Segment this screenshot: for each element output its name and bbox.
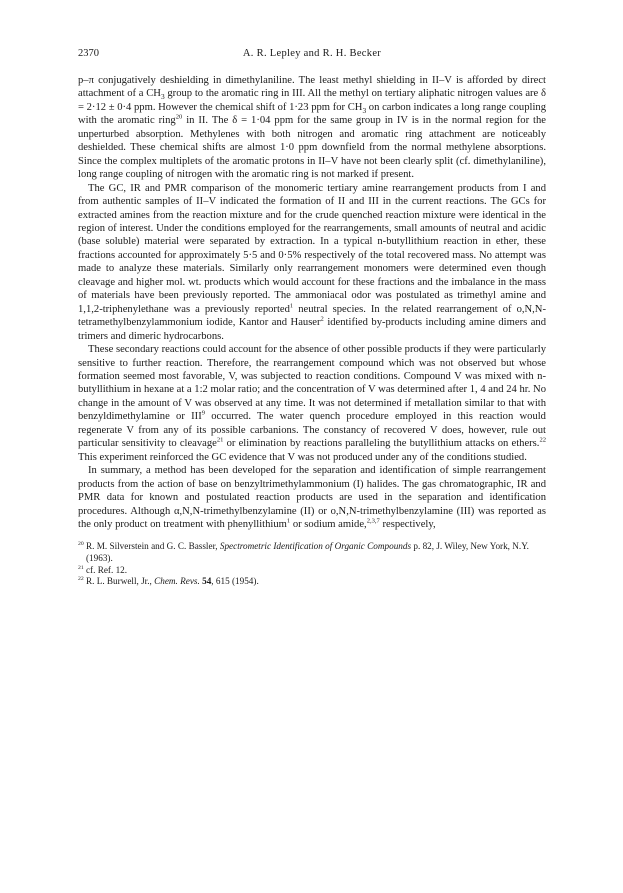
paragraph-3: These secondary reactions could account for the absence of other possible products if they were particularly sensitive to further reaction. Therefore, the rearrangement compound which was not observed but whose formation seemed most favorable, V, was subjected to reaction conditions. Compound V was mixed with n-butyllithium in hexane at a 1:2 molar ratio; and the concentration of V was determined after 1, 4 and 24 hr. No change in the amount of V was observed at any time. It was not determined if metallation similar to that with benzyldimethylamine or III$^9$ occurred. The water quench procedure employed in this reaction would regenerate V from any of its possible carbanions. The constancy of recovered V does, however, rule out particular sensitivity to cleavage$^{21}$ or elimination by reactions paralleling the butyllithium attacks on ethers.$^{22}$ This experiment reinforced the GC evidence that V was not produced under any of the conditions studied. bbox=[78, 344, 547, 463]
footnote-22: $^{22}$ R. L. Burwell, Jr., Chem. Revs. 54, 615 (1954). bbox=[78, 576, 259, 587]
paragraph-1: p–π conjugatively deshielding in dimethylaniline. The least methyl shielding in II–V is afforded by direct attachment of a $CH_3$ group to the aromatic ring in III. All the methyl on tertiary aliphatic nitrogen values are δ = 2·12 ± 0·4 ppm. However the chemical shift of 1·23 ppm for $CH_3$ on carbon indicates a long range coupling with the aromatic ring$^{20}$ in II. The δ = 1·04 ppm for the same group in IV is in the normal region for the unperturbed absorption. Methylenes with both nitrogen and aromatic ring attachment are noticeably deshielded. These chemical shifts are almost 1·0 ppm downfield from the normal methylene absorptions. Since the complex multiplets of the aromatic protons in II–V have not been clearly split (cf. dimethylaniline), long range coupling of nitrogen with the aromatic ring is not marked if present. bbox=[78, 75, 546, 181]
paragraph-2: The GC, IR and PMR comparison of the monomeric tertiary amine rearrangement products from I and from authentic samples of II–V indicated the formation of II and III in the current reactions. The GCs for extracted amines from the reaction mixture and for the crude quenched reaction mixture were identical in the region of interest. Under the conditions employed for the rearrangements, small amounts of neutral and acidic (base soluble) material were separated by extraction. In a typical n-butyllithium reaction in ether, these fractions accounted for approximately 5·5 and 0·5% respectively of the total recovered mass. No attempt was made to analyze these materials. Similarly only rearrangement monomers were determined even though cleavage and higher mol. wt. products which would account for these fractions and the imbalance in the mass of materials have been previously reported. The ammoniacal odor was postulated as trimethyl amine and 1,1,2-triphenylethane was a previously reported$^1$ neutral species. In the related rearrangement of o,N,N-tetramethylbenzylammonium iodide, Kantor and Hauser$^2$ identified by-products including amine dimers and trimers and dimeric hydrocarbons. bbox=[78, 182, 547, 342]
journal-page bbox=[78, 48, 546, 588]
page-header bbox=[78, 48, 546, 64]
page-number: 2370 bbox=[78, 48, 99, 59]
paragraph-4: In summary, a method has been developed for the separation and identification of simple rearrangement products from the action of base on benzyltrimethylammonium (I) halides. The gas chromatographic, IR and PMR data for known and postulated reaction products are used in the separation and identification procedures. Although α,N,N-trimethylbenzylamine (II) or o,N,N-trimethylbenzylamine (III) was reported as the only product on treatment with phenyllithium$^1$ or sodium amide,$^{2,3,7}$ respectively, bbox=[78, 465, 546, 530]
footnote-20: $^{20}$ R. M. Silverstein and G. C. Bassler, Spectrometric Identification of Organic Compounds p. 82, J. Wiley, New York, N.Y. (1963). bbox=[78, 541, 529, 563]
footnotes bbox=[78, 541, 546, 587]
article-body bbox=[78, 74, 546, 531]
footnote-21: $^{21}$ cf. Ref. 12. bbox=[78, 564, 128, 575]
running-title: A. R. Lepley and R. H. Becker bbox=[242, 48, 382, 59]
